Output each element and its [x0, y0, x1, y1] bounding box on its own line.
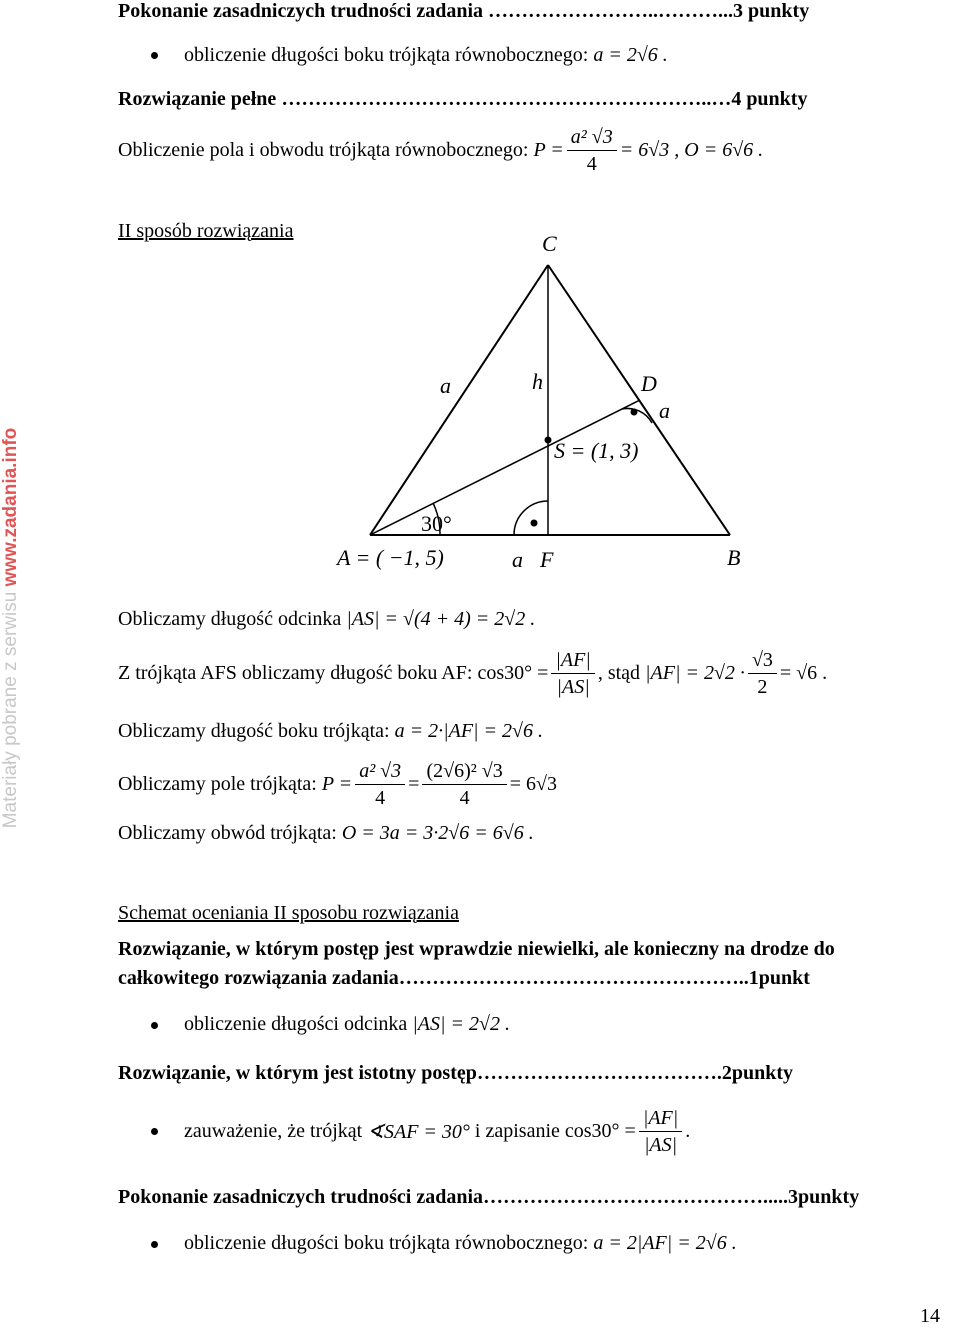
area-den: 4 [586, 152, 597, 175]
bullet-b-den: |AS| [643, 1133, 678, 1156]
bullet-b-num: |AF| [639, 1105, 682, 1132]
label-S: S = (1, 3) [554, 438, 639, 463]
overcoming-dots: ……………………………………..... [483, 1186, 789, 1208]
bullet-c [184, 1232, 737, 1255]
calc-line3 [118, 720, 543, 743]
label-a-bottom: a [512, 547, 523, 572]
calc-line4-P: P = [321, 772, 353, 795]
small-progress-dots: …………………………………………….. [398, 967, 749, 989]
bullet-dot [151, 1241, 158, 1248]
side-AC [370, 265, 548, 535]
pokonanie-points: 3 punkty [733, 0, 810, 22]
pokonanie-dots: ……………………..………... [483, 0, 734, 22]
calc-line4-fraction1 [355, 758, 405, 811]
calc-line5-text: Obliczamy obwód trójkąta: [118, 822, 337, 844]
calc-line1-formula: |AS| = √(4 + 4) = 2√2 . [346, 608, 536, 630]
calc-line1-text: Obliczamy długość odcinka [118, 608, 342, 630]
calc-line2-end: = √6 . [779, 661, 828, 684]
watermark [0, 418, 28, 838]
label-C: C [542, 231, 557, 256]
method2-title: II sposób rozwiązania [118, 220, 294, 242]
calc-line4-fraction2 [422, 758, 506, 811]
calc-line5-formula: O = 3a = 3·2√6 = 6√6 . [341, 822, 534, 844]
bullet-b-fraction [639, 1105, 682, 1158]
bullet-dot [151, 52, 158, 59]
area-num: a² √3 [567, 124, 617, 151]
point-D-mark [631, 409, 638, 416]
bullet1-text: obliczenie długości boku trójkąta równobocznego: [184, 44, 589, 66]
full-dots: ………………………………………………………..… [276, 88, 732, 110]
calc-line4-text: Obliczamy pole trójkąta: [118, 772, 317, 795]
calc-line2-text: Z trójkąta AFS obliczamy długość boku AF: [118, 661, 473, 684]
area-line [118, 120, 763, 180]
watermark-link[interactable]: www.zadania.info [0, 427, 21, 587]
bullet-c-formula: a = 2|AF| = 2√6 . [593, 1232, 737, 1254]
calc-line3-formula: a = 2·|AF| = 2√6 . [394, 720, 544, 742]
bullet-b-text: zauważenie, że trójkąt [184, 1119, 363, 1142]
calc-line3-text: Obliczamy długość boku trójkąta: [118, 720, 390, 742]
essential-heading [118, 1062, 793, 1085]
calc-line2-result: |AF| = 2√2 · [645, 661, 745, 684]
bullet-a [184, 1013, 510, 1036]
calc-line5 [118, 822, 534, 845]
small-progress-line2 [118, 967, 810, 990]
calc-line2-cos: cos30° = [477, 661, 549, 684]
calc-line2-num: |AF| [551, 647, 594, 674]
calc-line4-num2: (2√6)² √3 [422, 758, 506, 785]
full-title: Rozwiązanie pełne [118, 88, 277, 110]
bullet-dot [151, 1128, 158, 1135]
label-a-right: a [659, 398, 670, 423]
overcoming-heading [118, 1186, 859, 1209]
watermark-prefix: Materiały pobrane z serwisu [0, 591, 21, 829]
label-a-left: a [440, 373, 451, 398]
calc-line2-frac-num: √3 [748, 647, 777, 674]
bullet-b-angle: ∢SAF = 30° [367, 1120, 470, 1143]
calc-line1 [118, 608, 535, 631]
label-angle: 30° [421, 511, 452, 536]
pokonanie-title: Pokonanie zasadniczych trudności zadania [118, 0, 484, 22]
area-fraction [567, 124, 617, 177]
triangle-diagram [300, 225, 780, 585]
small-progress-line1: Rozwiązanie, w którym postęp jest wprawdzie niewielki, ale konieczny na drodze do [118, 938, 835, 960]
label-D: D [641, 371, 657, 396]
point-F-mark [531, 520, 538, 527]
essential-dots: ………………………………. [476, 1062, 722, 1084]
bullet1 [184, 44, 668, 67]
calc-line2 [118, 636, 827, 710]
calc-line2-frac2 [748, 647, 777, 700]
calc-line2-stad: , stąd [597, 661, 641, 684]
label-B: B [727, 545, 741, 570]
bullet-c-text: obliczenie długości boku trójkąta równobocznego: [184, 1232, 589, 1254]
area-P: P = [533, 138, 564, 161]
calc-line4: Obliczamy pole trójkąta: P = $\frac{\text{a² √3}}{4}$ = $\frac{\text{(2√6)² √3}}{4}$ = 6√3 [118, 759, 557, 809]
essential-title: Rozwiązanie, w którym jest istotny postęp [118, 1062, 477, 1084]
bullet-b-cos: cos30° = [564, 1119, 636, 1142]
calc-line2-den: |AS| [556, 675, 590, 698]
overcoming-title: Pokonanie zasadniczych trudności zadania [118, 1186, 484, 1208]
calc-line2-fraction [551, 647, 594, 700]
scheme-title: Schemat oceniania II sposobu rozwiązania [118, 902, 459, 924]
bullet-a-formula: |AS| = 2√2 . [412, 1013, 510, 1035]
right-angle-arc-F [514, 501, 548, 535]
calc-line4-den1: 4 [375, 786, 386, 809]
essential-points: 2punkty [721, 1062, 794, 1084]
full-points: 4 punkty [731, 88, 808, 110]
point-S [545, 437, 552, 444]
bullet1-formula: a = 2√6 . [593, 44, 668, 66]
calc-line4-num1: a² √3 [355, 758, 405, 785]
bullet-b-mid: i zapisanie [474, 1119, 560, 1142]
overcoming-points: 3punkty [788, 1186, 860, 1208]
bullet-a-text: obliczenie długości odcinka [184, 1013, 408, 1035]
bullet-b: zauważenie, że trójkąt ∢SAF = 30° i zapisanie cos30° = $\frac{|AF|}{|AS|}$ . [184, 1106, 691, 1156]
calc-line4-den2: 4 [459, 786, 470, 809]
bullet-dot [151, 1022, 158, 1029]
page-number: 14 [920, 1305, 940, 1327]
label-h: h [532, 369, 543, 394]
area-rest: = 6√3 , O = 6√6 . [619, 138, 764, 161]
calc-line2-frac-den: 2 [757, 675, 768, 698]
small-progress-text: całkowitego rozwiązania zadania [118, 967, 399, 989]
calc-line4-end: = 6√3 [509, 772, 557, 795]
pokonanie-heading [118, 0, 809, 23]
full-heading [118, 88, 807, 111]
label-A: A = ( −1, 5) [337, 545, 444, 570]
median-AD [370, 400, 640, 535]
label-F: F [540, 547, 554, 572]
small-progress-points: 1punkt [748, 967, 810, 989]
area-text: Obliczenie pola i obwodu trójkąta równobocznego: [118, 138, 529, 161]
